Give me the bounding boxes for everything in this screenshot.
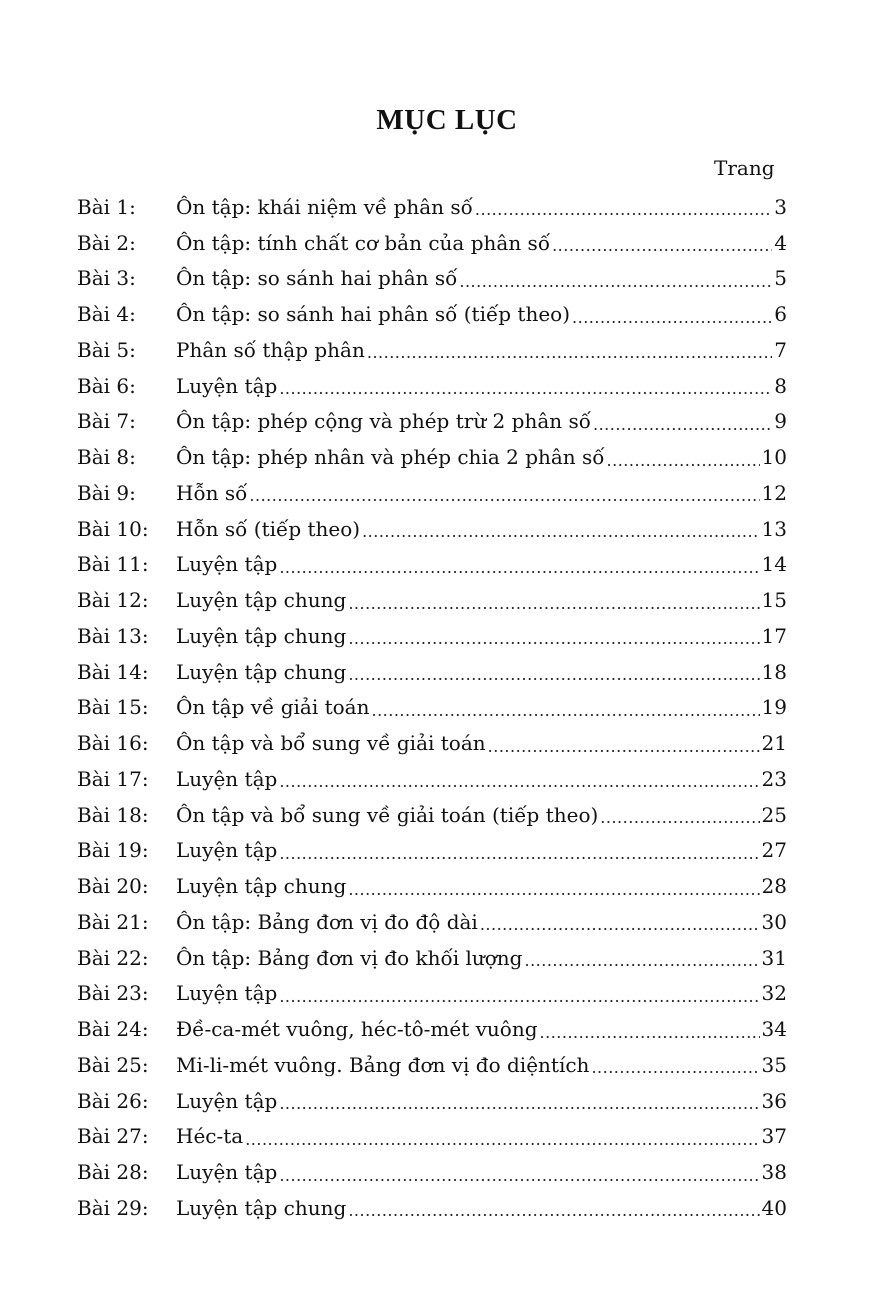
toc-entry[interactable] bbox=[77, 1047, 787, 1083]
toc-entry-number: Bài 21: bbox=[77, 909, 149, 934]
toc-dot-leader bbox=[475, 200, 772, 219]
toc-entry-number: Bài 4: bbox=[77, 302, 136, 327]
toc-entry-title: Luyện tập bbox=[176, 766, 278, 791]
toc-entry-page: 35 bbox=[761, 1052, 787, 1077]
toc-dot-leader bbox=[362, 522, 759, 541]
toc-dot-leader bbox=[524, 951, 759, 970]
toc-entry-title: Luyện tập chung bbox=[176, 1195, 347, 1220]
toc-entry[interactable] bbox=[77, 1083, 787, 1119]
toc-entry[interactable] bbox=[77, 618, 787, 654]
toc-entry[interactable] bbox=[77, 582, 787, 618]
toc-entry-title: Héc-ta bbox=[176, 1124, 244, 1149]
toc-entry-number: Bài 16: bbox=[77, 731, 149, 756]
toc-entry-title: Ôn tập: khái niệm về phân số bbox=[176, 194, 473, 219]
toc-entry[interactable] bbox=[77, 261, 787, 297]
toc-entry-number: Bài 5: bbox=[77, 337, 136, 362]
toc-entry-page: 38 bbox=[761, 1160, 787, 1185]
toc-entry-page: 15 bbox=[761, 588, 787, 613]
toc-entry-page: 21 bbox=[761, 731, 787, 756]
toc-entry-page: 14 bbox=[761, 552, 787, 577]
toc-dot-leader bbox=[488, 737, 760, 756]
toc-dot-leader bbox=[552, 236, 772, 255]
toc-dot-leader bbox=[348, 665, 759, 684]
toc-entry-number: Bài 12: bbox=[77, 588, 149, 613]
toc-dot-leader bbox=[279, 987, 759, 1006]
toc-entry-page: 31 bbox=[761, 945, 787, 970]
toc-entry-number: Bài 26: bbox=[77, 1088, 149, 1113]
toc-entry-number: Bài 9: bbox=[77, 480, 136, 505]
toc-entry-page: 25 bbox=[761, 802, 787, 827]
toc-entry-page: 7 bbox=[774, 337, 787, 362]
toc-entry[interactable] bbox=[77, 725, 787, 761]
toc-entry-page: 37 bbox=[761, 1124, 787, 1149]
toc-entry-number: Bài 18: bbox=[77, 802, 149, 827]
toc-dot-leader bbox=[591, 1058, 759, 1077]
toc-entry[interactable] bbox=[77, 1154, 787, 1190]
toc-entry-page: 32 bbox=[761, 981, 787, 1006]
page-column-label: Trang bbox=[714, 156, 775, 180]
toc-dot-leader bbox=[279, 1094, 759, 1113]
toc-entry-page: 12 bbox=[761, 480, 787, 505]
toc-entry[interactable] bbox=[77, 976, 787, 1012]
toc-entry-number: Bài 20: bbox=[77, 874, 149, 899]
toc-entry-number: Bài 28: bbox=[77, 1160, 149, 1185]
toc-entry-title: Ôn tập: so sánh hai phân số (tiếp theo) bbox=[176, 302, 571, 327]
toc-entry-title: Luyện tập chung bbox=[176, 588, 347, 613]
toc-entry-title: Ôn tập và bổ sung về giải toán (tiếp theo) bbox=[176, 802, 599, 827]
toc-entry-title: Luyện tập bbox=[176, 838, 278, 863]
toc-entry-page: 34 bbox=[761, 1017, 787, 1042]
toc-entry-title: Luyện tập chung bbox=[176, 623, 347, 648]
toc-entry-title: Luyện tập chung bbox=[176, 659, 347, 684]
toc-entry-number: Bài 2: bbox=[77, 230, 136, 255]
toc-entry[interactable] bbox=[77, 868, 787, 904]
toc-entry-page: 30 bbox=[761, 909, 787, 934]
toc-entry[interactable] bbox=[77, 1190, 787, 1226]
toc-dot-leader bbox=[459, 272, 772, 291]
toc-entry-number: Bài 23: bbox=[77, 981, 149, 1006]
toc-dot-leader bbox=[540, 1023, 760, 1042]
toc-dot-leader bbox=[249, 486, 759, 505]
toc-entry[interactable] bbox=[77, 761, 787, 797]
toc-dot-leader bbox=[279, 844, 759, 863]
toc-entry-title: Ôn tập: tính chất cơ bản của phân số bbox=[176, 230, 551, 255]
toc-entry-page: 4 bbox=[774, 230, 787, 255]
toc-dot-leader bbox=[607, 451, 760, 470]
toc-entry-number: Bài 22: bbox=[77, 945, 149, 970]
toc-entry[interactable] bbox=[77, 368, 787, 404]
toc-entry-title: Hỗn số (tiếp theo) bbox=[176, 516, 361, 541]
toc-entry-page: 36 bbox=[761, 1088, 787, 1113]
toc-entry-title: Luyện tập bbox=[176, 1088, 278, 1113]
toc-entry-title: Ôn tập: so sánh hai phân số bbox=[176, 266, 458, 291]
toc-entry-number: Bài 29: bbox=[77, 1195, 149, 1220]
toc-entry[interactable] bbox=[77, 833, 787, 869]
toc-entry-number: Bài 3: bbox=[77, 266, 136, 291]
toc-entry-page: 28 bbox=[761, 874, 787, 899]
toc-entry-title: Luyện tập bbox=[176, 981, 278, 1006]
toc-entry-title: Ôn tập: phép cộng và phép trừ 2 phân số bbox=[176, 409, 591, 434]
page-title: MỤC LỤC bbox=[376, 104, 518, 136]
toc-entry-title: Ôn tập: Bảng đơn vị đo độ dài bbox=[176, 909, 478, 934]
toc-dot-leader bbox=[593, 415, 772, 434]
toc-dot-leader bbox=[348, 880, 759, 899]
toc-dot-leader bbox=[279, 1166, 759, 1185]
toc-entry-title: Ôn tập và bổ sung về giải toán bbox=[176, 731, 486, 756]
toc-dot-leader bbox=[600, 808, 759, 827]
toc-entry[interactable] bbox=[77, 189, 787, 225]
toc-entry-number: Bài 7: bbox=[77, 409, 136, 434]
toc-entry-page: 10 bbox=[761, 445, 787, 470]
toc-entry[interactable] bbox=[77, 225, 787, 261]
toc-entry[interactable] bbox=[77, 296, 787, 332]
toc-entry-number: Bài 11: bbox=[77, 552, 149, 577]
toc-entry[interactable] bbox=[77, 1119, 787, 1155]
toc-entry-page: 18 bbox=[761, 659, 787, 684]
toc-dot-leader bbox=[279, 772, 759, 791]
toc-entry[interactable] bbox=[77, 904, 787, 940]
toc-entry-page: 23 bbox=[761, 766, 787, 791]
toc-entry[interactable] bbox=[77, 404, 787, 440]
toc-entry[interactable] bbox=[77, 332, 787, 368]
toc-dot-leader bbox=[279, 558, 759, 577]
toc-dot-leader bbox=[371, 701, 759, 720]
table-of-contents bbox=[77, 189, 787, 1226]
toc-entry-page: 9 bbox=[774, 409, 787, 434]
toc-dot-leader bbox=[348, 629, 759, 648]
toc-entry[interactable] bbox=[77, 797, 787, 833]
toc-entry[interactable] bbox=[77, 1011, 787, 1047]
toc-entry-title: Hỗn số bbox=[176, 480, 248, 505]
toc-entry-number: Bài 10: bbox=[77, 516, 149, 541]
toc-dot-leader bbox=[572, 308, 772, 327]
toc-entry-number: Bài 13: bbox=[77, 623, 149, 648]
toc-entry-title: Luyện tập bbox=[176, 1160, 278, 1185]
toc-entry[interactable] bbox=[77, 439, 787, 475]
toc-dot-leader bbox=[348, 594, 759, 613]
toc-entry-title: Mi-li-mét vuông. Bảng đơn vị đo diệntích bbox=[176, 1052, 590, 1077]
toc-dot-leader bbox=[245, 1130, 759, 1149]
toc-entry-number: Bài 6: bbox=[77, 373, 136, 398]
toc-entry-number: Bài 25: bbox=[77, 1052, 149, 1077]
toc-entry-number: Bài 27: bbox=[77, 1124, 149, 1149]
toc-entry-number: Bài 8: bbox=[77, 445, 136, 470]
toc-entry-number: Bài 24: bbox=[77, 1017, 149, 1042]
toc-entry-number: Bài 14: bbox=[77, 659, 149, 684]
toc-entry-page: 3 bbox=[774, 194, 787, 219]
toc-entry-number: Bài 17: bbox=[77, 766, 149, 791]
toc-entry-title: Luyện tập bbox=[176, 552, 278, 577]
toc-entry-page: 5 bbox=[774, 266, 787, 291]
toc-entry-title: Ôn tập: Bảng đơn vị đo khối lượng bbox=[176, 945, 523, 970]
toc-entry-title: Luyện tập bbox=[176, 373, 278, 398]
toc-entry-title: Đề-ca-mét vuông, héc-tô-mét vuông bbox=[176, 1017, 538, 1042]
toc-entry[interactable] bbox=[77, 690, 787, 726]
toc-entry-page: 8 bbox=[774, 373, 787, 398]
toc-entry[interactable] bbox=[77, 654, 787, 690]
toc-dot-leader bbox=[367, 343, 772, 362]
toc-entry-title: Phân số thập phân bbox=[176, 337, 365, 362]
toc-entry[interactable] bbox=[77, 940, 787, 976]
toc-entry-page: 6 bbox=[774, 302, 787, 327]
toc-dot-leader bbox=[480, 915, 760, 934]
toc-entry-title: Luyện tập chung bbox=[176, 874, 347, 899]
toc-entry[interactable] bbox=[77, 511, 787, 547]
toc-entry-page: 27 bbox=[761, 838, 787, 863]
toc-entry-title: Ôn tập về giải toán bbox=[176, 695, 370, 720]
toc-entry-number: Bài 19: bbox=[77, 838, 149, 863]
toc-dot-leader bbox=[348, 1201, 759, 1220]
toc-entry-page: 40 bbox=[761, 1195, 787, 1220]
toc-entry-number: Bài 1: bbox=[77, 194, 136, 219]
toc-entry[interactable] bbox=[77, 547, 787, 583]
toc-entry-page: 17 bbox=[761, 623, 787, 648]
toc-entry-title: Ôn tập: phép nhân và phép chia 2 phân số bbox=[176, 445, 605, 470]
toc-entry-page: 19 bbox=[761, 695, 787, 720]
toc-entry[interactable] bbox=[77, 475, 787, 511]
toc-entry-page: 13 bbox=[761, 516, 787, 541]
toc-dot-leader bbox=[279, 379, 772, 398]
toc-entry-number: Bài 15: bbox=[77, 695, 149, 720]
